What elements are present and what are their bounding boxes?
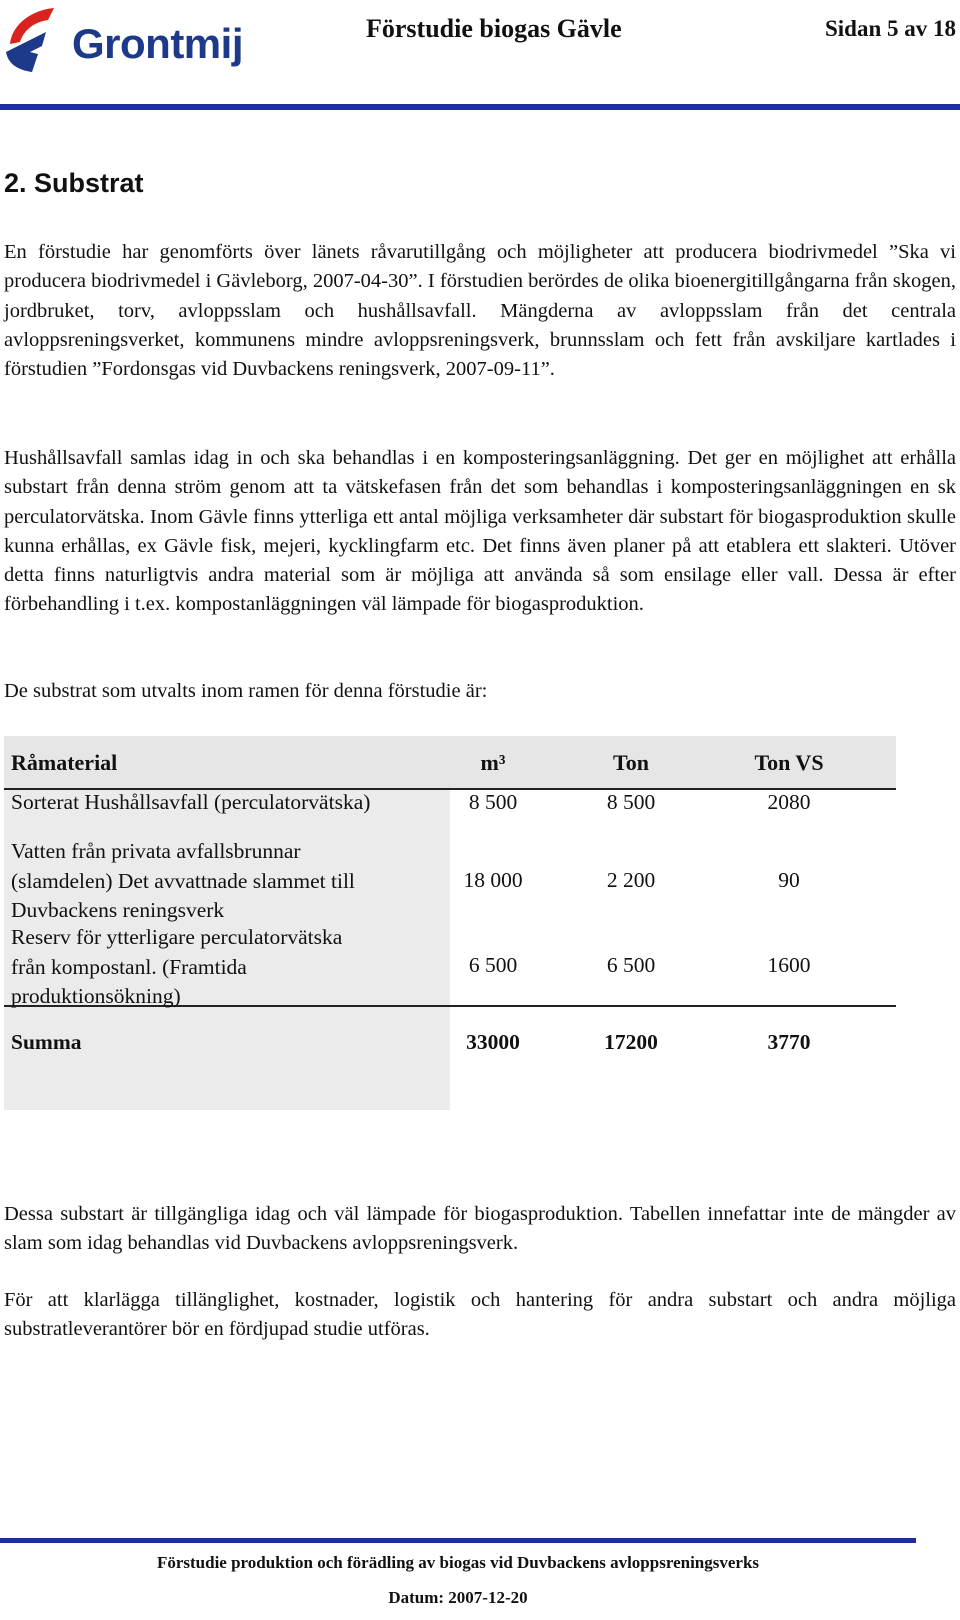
table-total-ton: 17200	[604, 1030, 658, 1054]
grontmij-logo	[2, 6, 252, 76]
paragraph-table-intro: De substrat som utvalts inom ramen för denna förstudie är:	[4, 680, 488, 702]
column-header-ton-vs: Ton VS	[754, 750, 824, 775]
footer-divider	[0, 1538, 916, 1543]
table-row-3-m3: 6 500	[468, 953, 518, 977]
footer-title: Förstudie produktion och förädling av biogas vid Duvbackens avloppsreningsverks	[156, 1553, 760, 1572]
table-row-1-m3: 8 500	[468, 790, 518, 814]
logo-mark-icon	[2, 6, 72, 76]
table-row-3-ton-vs: 1600	[767, 953, 811, 977]
table-row-2-m3: 18 000	[463, 868, 523, 892]
page-number: Sidan 5 av 18	[824, 16, 956, 41]
document-title: Förstudie biogas Gävle	[366, 14, 622, 43]
column-header-ton: Ton	[613, 750, 649, 775]
table-row-3-material-line: Reserv för ytterligare perculatorvätska	[11, 925, 343, 949]
logo-wordmark: Grontmij	[72, 20, 243, 67]
table-row-2-ton-vs: 90	[778, 868, 800, 892]
paragraph-availability: Dessa substart är tillgängliga idag och väl lämpade för biogasproduktion. Tabellen innefattar inte de mängder av slam som idag behandlas vid Duvbackens avloppsreningsverk.	[4, 1203, 956, 1255]
table-total-label: Summa	[11, 1030, 82, 1054]
table-row-3-material-line: från kompostanl. (Framtida	[11, 954, 247, 979]
paragraph-further-study: För att klarlägga tillänglighet, kostnader, logistik och hantering för andra substart och andra möjliga substratleverantörer bör en fördjupad studie utföras.	[4, 1289, 956, 1341]
table-total-m3: 33000	[466, 1030, 520, 1054]
paragraph-household-waste: Hushållsavfall samlas idag in och ska behandlas i en komposteringsanläggning. Det ger en möjlighet att erhålla substart från denna ström genom att ta vätskefasen från det som behandlas i komposteringsanläggningen en sk perculatorvätska. Inom Gävle finns ytterliga ett antal möjliga verksamheter där substart för biogasproduktion skulle kunna erhållas, ex Gävle fisk, mejeri, kycklingfarm etc. Det finns även planer på att etablera ett slakteri. Utöver detta finns naturligtvis andra material som är möjliga att använda så som ensilage eller vall. Dessa är efter förbehandling i t.ex. kompostanläggningen väl lämpade för biogasproduktion.	[4, 447, 956, 616]
page-header	[0, 0, 960, 110]
table-total-ton-vs: 3770	[767, 1030, 811, 1054]
section-heading: 2. Substrat	[4, 168, 144, 198]
table-row-3-ton: 6 500	[606, 953, 656, 977]
table-row-1-ton-vs: 2080	[767, 790, 811, 814]
table-row-1-material: Sorterat Hushållsavfall (perculatorvätska)	[11, 790, 371, 814]
table-row-2-material-line: Vatten från privata avfallsbrunnar	[11, 839, 301, 863]
column-header-material: Råmaterial	[11, 750, 118, 775]
substrate-table	[4, 736, 896, 1110]
table-row-3-material	[11, 923, 342, 1012]
header-divider	[0, 104, 960, 110]
table-row-2-material-line: Duvbackens reningsverk	[11, 898, 225, 922]
footer-date: Datum: 2007-12-20	[388, 1588, 528, 1607]
table-row-3-material-line: produktionsökning)	[11, 984, 181, 1008]
table-row-2-ton: 2 200	[606, 868, 656, 892]
column-header-m3: m³	[480, 750, 506, 775]
table-row-2-material	[11, 837, 355, 926]
table-row-2-material-line: (slamdelen) Det avvattnade slammet till	[11, 868, 355, 893]
paragraph-intro: En förstudie har genomförts över länets råvarutillgång och möjligheter att producera biodrivmedel ”Ska vi producera biodrivmedel i Gävleborg, 2007-04-30”. I förstudien berördes de olika bioenergitillgångarna från skogen, jordbruket, torv, avloppsslam och hushållsavfall. Mängderna av avloppsslam från det centrala avloppsreningsverket, kommunens mindre avloppsreningsverk, brunnsslam och fett från avskiljare kartlades i förstudien ”Fordonsgas vid Duvbackens reningsverk, 2007-09-11”.	[4, 241, 956, 381]
table-row-1-ton: 8 500	[606, 790, 656, 814]
